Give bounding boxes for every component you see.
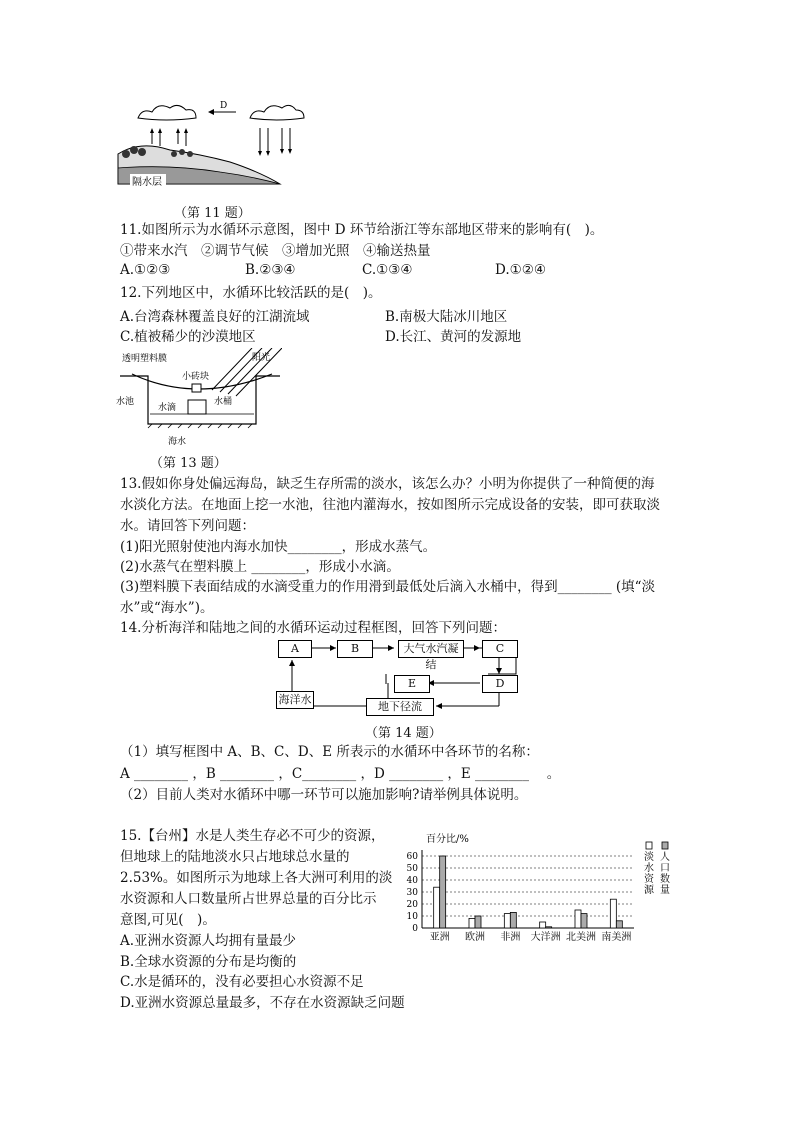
bucket-label: 水桶 <box>214 397 233 407</box>
q15-l5: 意图,可见( )。 <box>120 912 216 928</box>
box-runoff: 地下径流 <box>366 698 434 716</box>
legend-char: 数 <box>660 874 670 885</box>
chart-ylabel: 百分比/% <box>426 834 469 845</box>
chart-ytick-label: 60 <box>406 852 418 862</box>
q11-stem: 11.如图所示为水循环示意图，图中 D 环节给浙江等东部地区带来的影响有( )。 <box>120 222 604 238</box>
box-d: D <box>482 675 518 693</box>
chart-xtick-label: 大洋洲 <box>530 932 561 943</box>
q12-option-b[interactable]: B.南极大陆冰川地区 <box>385 309 508 325</box>
bar-freshwater <box>504 914 510 928</box>
legend-char: 口 <box>660 863 670 874</box>
pool-label: 水池 <box>116 397 135 407</box>
q14-stem: 14.分析海洋和陆地之间的水循环运动过程框图，回答下列问题： <box>120 620 506 636</box>
q14-s1: （1）填写框图中 A、B、C、D、E 所表示的水循环中各环节的名称： <box>120 744 539 760</box>
water-cycle-figure <box>110 98 310 194</box>
q11-option-b[interactable]: B.②③④ <box>245 262 296 278</box>
chart-ytick-label: 20 <box>406 900 418 910</box>
q13-p1: 13.假如你身处偏远海岛，缺乏生存所需的淡水，该怎么办？小明为你提供了一种简便的海 <box>120 476 655 492</box>
q15-l1: 15.【台州】水是人类生存必不可少的资源， <box>120 828 385 844</box>
q13-caption: （第 13 题） <box>150 456 227 471</box>
box-b: B <box>337 640 373 658</box>
bar-population <box>546 927 552 928</box>
q15-option-c[interactable]: C.水是循环的，没有必要担心水资源不足 <box>120 974 364 990</box>
box-a: A <box>278 640 312 658</box>
q12-stem: 12.下列地区中，水循环比较活跃的是( )。 <box>120 285 382 301</box>
bar-population <box>616 921 622 928</box>
bar-population <box>581 914 587 928</box>
q15-option-d[interactable]: D.亚洲水资源总量最多，不存在水资源缺乏问题 <box>120 995 405 1011</box>
q13-p2: 水淡化方法。在地面上挖一水池，往池内灌海水，按如图所示完成设备的安装，即可获取淡 <box>120 497 660 513</box>
legend-char: 资 <box>644 874 654 885</box>
q13-p3: 水。请回答下列问题： <box>120 518 255 534</box>
brick-label: 小砖块 <box>182 372 210 382</box>
bar-population <box>475 916 481 928</box>
q13-s4: 水”或“海水”)。 <box>120 600 214 616</box>
bar-chart <box>396 828 686 946</box>
bar-population <box>440 856 446 928</box>
legend-char: 量 <box>660 885 670 896</box>
q12-option-c[interactable]: C.植被稀少的沙漠地区 <box>120 329 256 345</box>
legend-swatch <box>646 842 652 849</box>
legend-swatch <box>662 842 668 849</box>
chart-xtick-label: 非洲 <box>500 932 521 943</box>
q15-l3: 2.53%。如图所示为地球上各大洲可利用的淡 <box>120 870 393 886</box>
chart-ytick-label: 10 <box>406 912 418 922</box>
q15-l2: 但地球上的陆地淡水只占地球总水量的 <box>120 849 350 865</box>
box-c: C <box>482 640 518 658</box>
chart-ytick-label: 40 <box>406 876 418 886</box>
legend-char: 淡 <box>644 852 654 863</box>
arrow-d-label: D <box>220 101 228 111</box>
bar-freshwater <box>469 918 475 928</box>
bar-population <box>510 912 516 928</box>
seawater-label: 海水 <box>168 437 187 447</box>
desalination-figure <box>112 348 282 452</box>
q14-caption: （第 14 题） <box>365 726 442 741</box>
chart-xtick-label: 南美洲 <box>601 932 632 943</box>
q13-s1: (1)阳光照射使池内海水加快________，形成水蒸气。 <box>120 539 437 555</box>
drop-label: 水滴 <box>158 403 177 413</box>
bar-freshwater <box>610 899 616 928</box>
q14-s3: （2）目前人类对水循环中哪一环节可以施加影响?请举例具体说明。 <box>120 787 528 803</box>
q11-option-a[interactable]: A.①②③ <box>120 262 171 278</box>
box-ocean: 海洋水 <box>276 691 314 709</box>
chart-ytick-label: 0 <box>412 924 418 934</box>
legend-char: 人 <box>660 852 670 863</box>
q15-option-a[interactable]: A.亚洲水资源人均拥有量最少 <box>120 933 297 949</box>
q11-items: ①带来水汽 ②调节气候 ③增加光照 ④输送热量 <box>120 243 431 259</box>
box-condensation: 大气水汽凝结 <box>398 640 464 658</box>
bar-freshwater <box>434 887 440 928</box>
chart-ytick-label: 50 <box>406 864 418 874</box>
q11-option-c[interactable]: C.①③④ <box>362 262 413 278</box>
chart-xtick-label: 欧洲 <box>465 932 485 943</box>
q15-option-b[interactable]: B.全球水资源的分布是均衡的 <box>120 954 297 970</box>
chart-ytick-label: 30 <box>406 888 418 898</box>
aquiclude-label: 隔水层 <box>132 177 162 188</box>
legend-char: 源 <box>644 885 654 896</box>
legend-char: 水 <box>644 863 654 874</box>
q13-s3: (3)塑料膜下表面结成的水滴受重力的作用滑到最低处后滴入水桶中，得到________ (填“淡 <box>120 579 656 595</box>
box-e: E <box>394 675 430 693</box>
q15-l4: 水资源和人口数量所占世界总量的百分比示 <box>120 891 377 907</box>
chart-xtick-label: 北美洲 <box>566 932 596 943</box>
q12-option-a[interactable]: A.台湾森林覆盖良好的江湖流域 <box>120 309 310 325</box>
sun-label: 阳光 <box>252 353 271 363</box>
q14-s2: A ________ ，B ________ ，C________ ，D ________ ，E ________ 。 <box>120 766 561 782</box>
q11-option-d[interactable]: D.①②④ <box>495 262 546 278</box>
bar-freshwater <box>575 910 581 928</box>
q13-s2: (2)水蒸气在塑料膜上 ________，形成小水滴。 <box>120 559 400 575</box>
q12-option-d[interactable]: D.长江、黄河的发源地 <box>385 329 522 345</box>
film-label: 透明塑料膜 <box>122 354 168 364</box>
chart-xtick-label: 亚洲 <box>429 932 450 943</box>
bar-freshwater <box>540 922 546 928</box>
q11-caption: （第 11 题） <box>174 206 251 221</box>
